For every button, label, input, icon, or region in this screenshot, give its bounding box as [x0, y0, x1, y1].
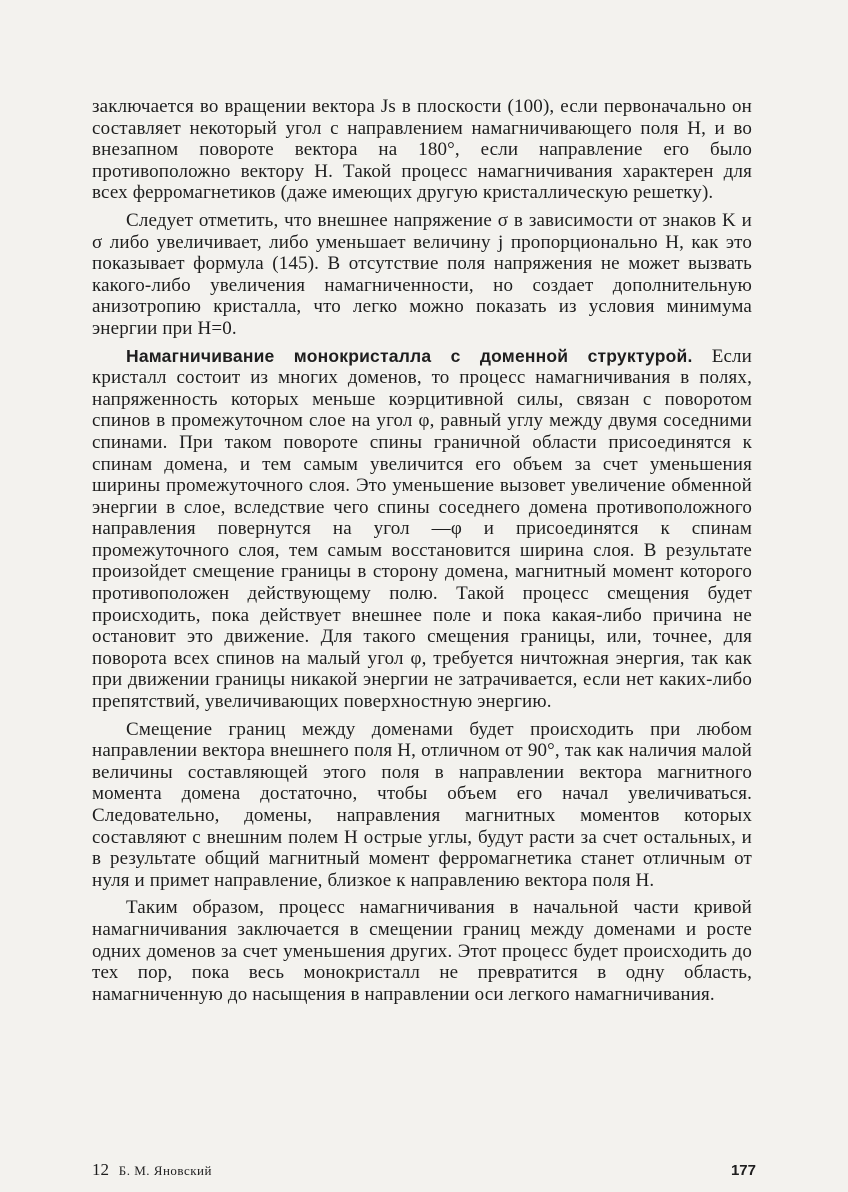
- signature-number: 12: [92, 1160, 109, 1179]
- section-lead-heading: Намагничивание монокристалла с доменной структурой.: [126, 345, 693, 366]
- paragraph-5: Таким образом, процесс намагничивания в начальной части кривой намагничивания заключается в смещении границ между доменами и росте одних доменов за счет уменьшения других. Этот процесс будет происходить до тех пор, пока весь монокристалл не превратится в одну область, намагниченную до насыщения в направлении оси легкого намагничивания.: [92, 897, 752, 1005]
- paragraph-4: Смещение границ между доменами будет происходить при любом направлении вектора внешнего поля H, отличном от 90°, так как наличия малой величины составляющей этого поля в направлении вектора магнитного момента домена достаточно, чтобы объем его начал увеличиваться. Следовательно, домены, направления магнитных моментов которых составляют с внешним полем H острые углы, будут расти за счет остальных, и в результате общий магнитный момент ферромагнетика станет отличным от нуля и примет направление, близкое к направлению вектора поля H.: [92, 718, 752, 891]
- paragraph-2: Следует отметить, что внешнее напряжение σ в зависимости от знаков K и σ либо увеличивает, либо уменьшает величину j пропорционально H, как это показывает формула (145). В отсутствие поля напряжения не может вызвать какого-либо увеличения намагниченности, но создает дополнительную анизотропию кристалла, что легко можно показать из условия минимума энергии при H=0.: [92, 209, 752, 339]
- printer-signature: [92, 1160, 212, 1180]
- page-body: [92, 96, 752, 1011]
- page-number: 177: [730, 1162, 756, 1179]
- signature-author: Б. М. Яновский: [118, 1163, 212, 1178]
- page-footer: [92, 1160, 756, 1180]
- paragraph-3-text: Если кристалл состоит из многих доменов, то процесс намагничивания в полях, напряженность которых меньше коэрцитивной силы, связан с поворотом спинов в промежуточном слое на угол φ, равный углу между двумя соседними спинами. При таком повороте спины граничной области присоединятся к спинам домена, и тем самым увеличится его объем за счет уменьшения ширины промежуточного слоя. Это уменьшение вызовет увеличение обменной энергии в слое, вследствие чего спины соседнего домена противоположного направления повернутся на угол —φ и присоединятся к спинам промежуточного слоя, тем самым восстановится ширина слоя. В результате произойдет смещение границы в сторону домена, магнитный момент которого противоположен действующему полю. Такой процесс смещения будет происходить, пока действует внешнее поле и пока какая-либо причина не остановит это движение. Для такого смещения границы, или, точнее, для поворота всех спинов на малый угол φ, требуется ничтожная энергия, так как при движении границы никакой энергии не затрачивается, если нет каких-либо препятствий, увеличивающих поверхностную энергию.: [92, 345, 752, 713]
- paragraph-1: заключается во вращении вектора Js в плоскости (100), если первоначально он составляет некоторый угол с направлением намагничивающего поля H, и во внезапном повороте вектора на 180°, если направление его было противоположно вектору H. Такой процесс намагничивания характерен для всех ферромагнетиков (даже имеющих другую кристаллическую решетку).: [92, 96, 752, 204]
- paragraph-3: [92, 346, 752, 713]
